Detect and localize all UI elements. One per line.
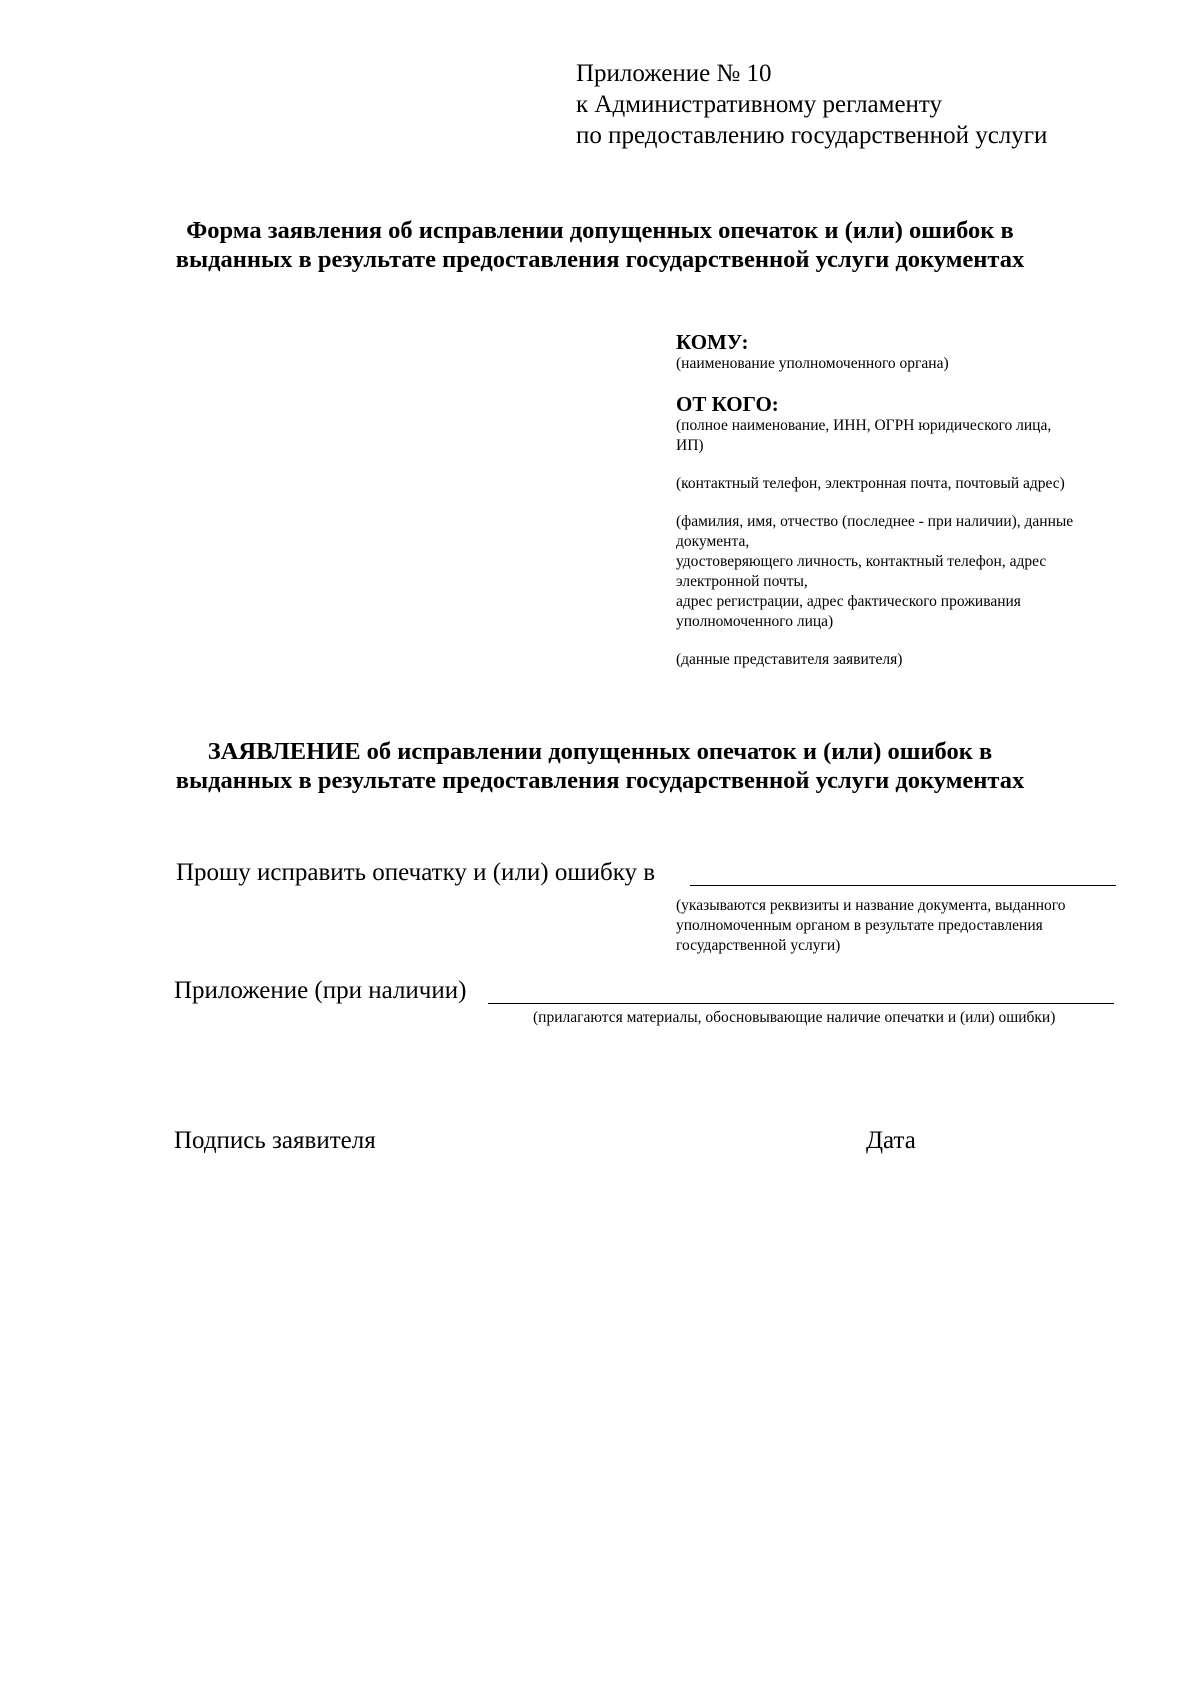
from-hint-legal-entity: (полное наименование, ИНН, ОГРН юридического лица, ИП) [676, 417, 1052, 454]
to-label: КОМУ: [676, 330, 749, 354]
from-label: ОТ КОГО: [676, 392, 779, 416]
applicant-signature-label: Подпись заявителя [174, 1127, 376, 1154]
request-hint: (указываются реквизиты и название документа, выданного уполномоченным органом в результате предоставления государственной услуги) [676, 897, 1066, 954]
form-title [150, 216, 1050, 274]
statement-title-line-1 [150, 737, 1050, 766]
from-hint-person: (фамилия, имя, отчество (последнее - при наличии), данные документа, удостоверяющего личность, контактный телефон, адрес электронной почты, адрес регистрации, адрес фактического проживания уполномоченного лица) [676, 513, 1074, 630]
statement-word: ЗАЯВЛЕНИЕ [207, 738, 361, 765]
form-title-line-2: выданных в результате предоставления государственной услуги документах [175, 246, 1025, 273]
request-label: Прошу исправить опечатку и (или) ошибку в [176, 859, 656, 886]
form-title-line-1: Форма заявления об исправлении допущенных опечаток и (или) ошибок в [186, 217, 1014, 244]
request-field-line[interactable] [690, 885, 1116, 886]
to-hint: (наименование уполномоченного органа) [676, 355, 949, 372]
annex-header [576, 58, 1047, 151]
attachment-hint: (прилагаются материалы, обосновывающие наличие опечатки и (или) ошибки) [533, 1009, 1056, 1026]
annex-line-3: по предоставлению государственной услуги [576, 122, 1048, 149]
date-label: Дата [866, 1127, 916, 1154]
from-hint-representative: (данные представителя заявителя) [676, 651, 903, 668]
recipient-block [676, 330, 1126, 670]
annex-line-2: к Административному регламенту [576, 91, 943, 118]
statement-title [150, 737, 1050, 795]
from-hint-contacts: (контактный телефон, электронная почта, почтовый адрес) [676, 475, 1065, 492]
annex-line-1: Приложение № 10 [576, 60, 772, 87]
attachment-label: Приложение (при наличии) [174, 977, 467, 1004]
attachment-field-line[interactable] [488, 1003, 1114, 1004]
statement-title-rest: об исправлении допущенных опечаток и (или) ошибок в [360, 738, 993, 765]
statement-title-line-2: выданных в результате предоставления государственной услуги документах [175, 767, 1025, 794]
